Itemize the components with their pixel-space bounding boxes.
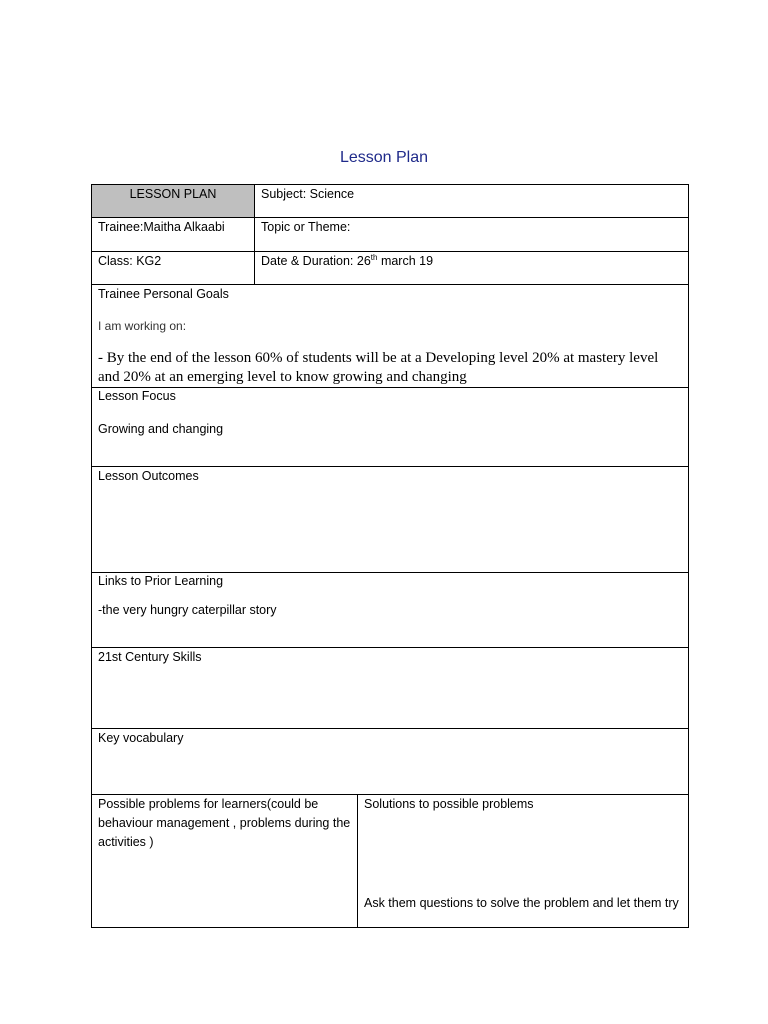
column-divider: [254, 184, 255, 285]
date-superscript: th: [370, 252, 378, 262]
lesson-plan-label: LESSON PLAN: [129, 187, 217, 201]
lesson-focus-label: Lesson Focus: [98, 389, 176, 403]
solutions-label: Solutions to possible problems: [364, 797, 534, 811]
working-on-text: I am working on:: [98, 319, 187, 333]
prior-learning-label: Links to Prior Learning: [98, 574, 224, 588]
century-skills-label: 21st Century Skills: [98, 650, 202, 664]
date-duration-field: [261, 252, 681, 271]
key-vocabulary-label: Key vocabulary: [98, 731, 184, 745]
trainee-field: Trainee:Maitha Alkaabi: [98, 220, 225, 234]
solutions-value: Ask them questions to solve the problem and let them try: [364, 896, 679, 910]
lesson-focus-value: Growing and changing: [98, 422, 224, 436]
column-divider: [357, 794, 358, 928]
subject-field: Subject: Science: [261, 187, 355, 201]
class-field: Class: KG2: [98, 254, 162, 268]
prior-learning-value: -the very hungry caterpillar story: [98, 603, 277, 617]
topic-field: Topic or Theme:: [261, 220, 351, 234]
personal-goal-text: - By the end of the lesson 60% of students will be at a Developing level 20% at mastery level and 20% at an emerging level to know growing and changing: [98, 350, 659, 385]
date-suffix: march 19: [377, 254, 434, 268]
personal-goals-label: Trainee Personal Goals: [98, 287, 229, 301]
possible-problems-label: Possible problems for learners(could be behaviour management , problems during the activities ): [98, 797, 351, 849]
document-title: Lesson Plan: [339, 149, 429, 166]
lesson-outcomes-label: Lesson Outcomes: [98, 469, 199, 483]
date-prefix: Date & Duration: 26: [261, 254, 371, 268]
